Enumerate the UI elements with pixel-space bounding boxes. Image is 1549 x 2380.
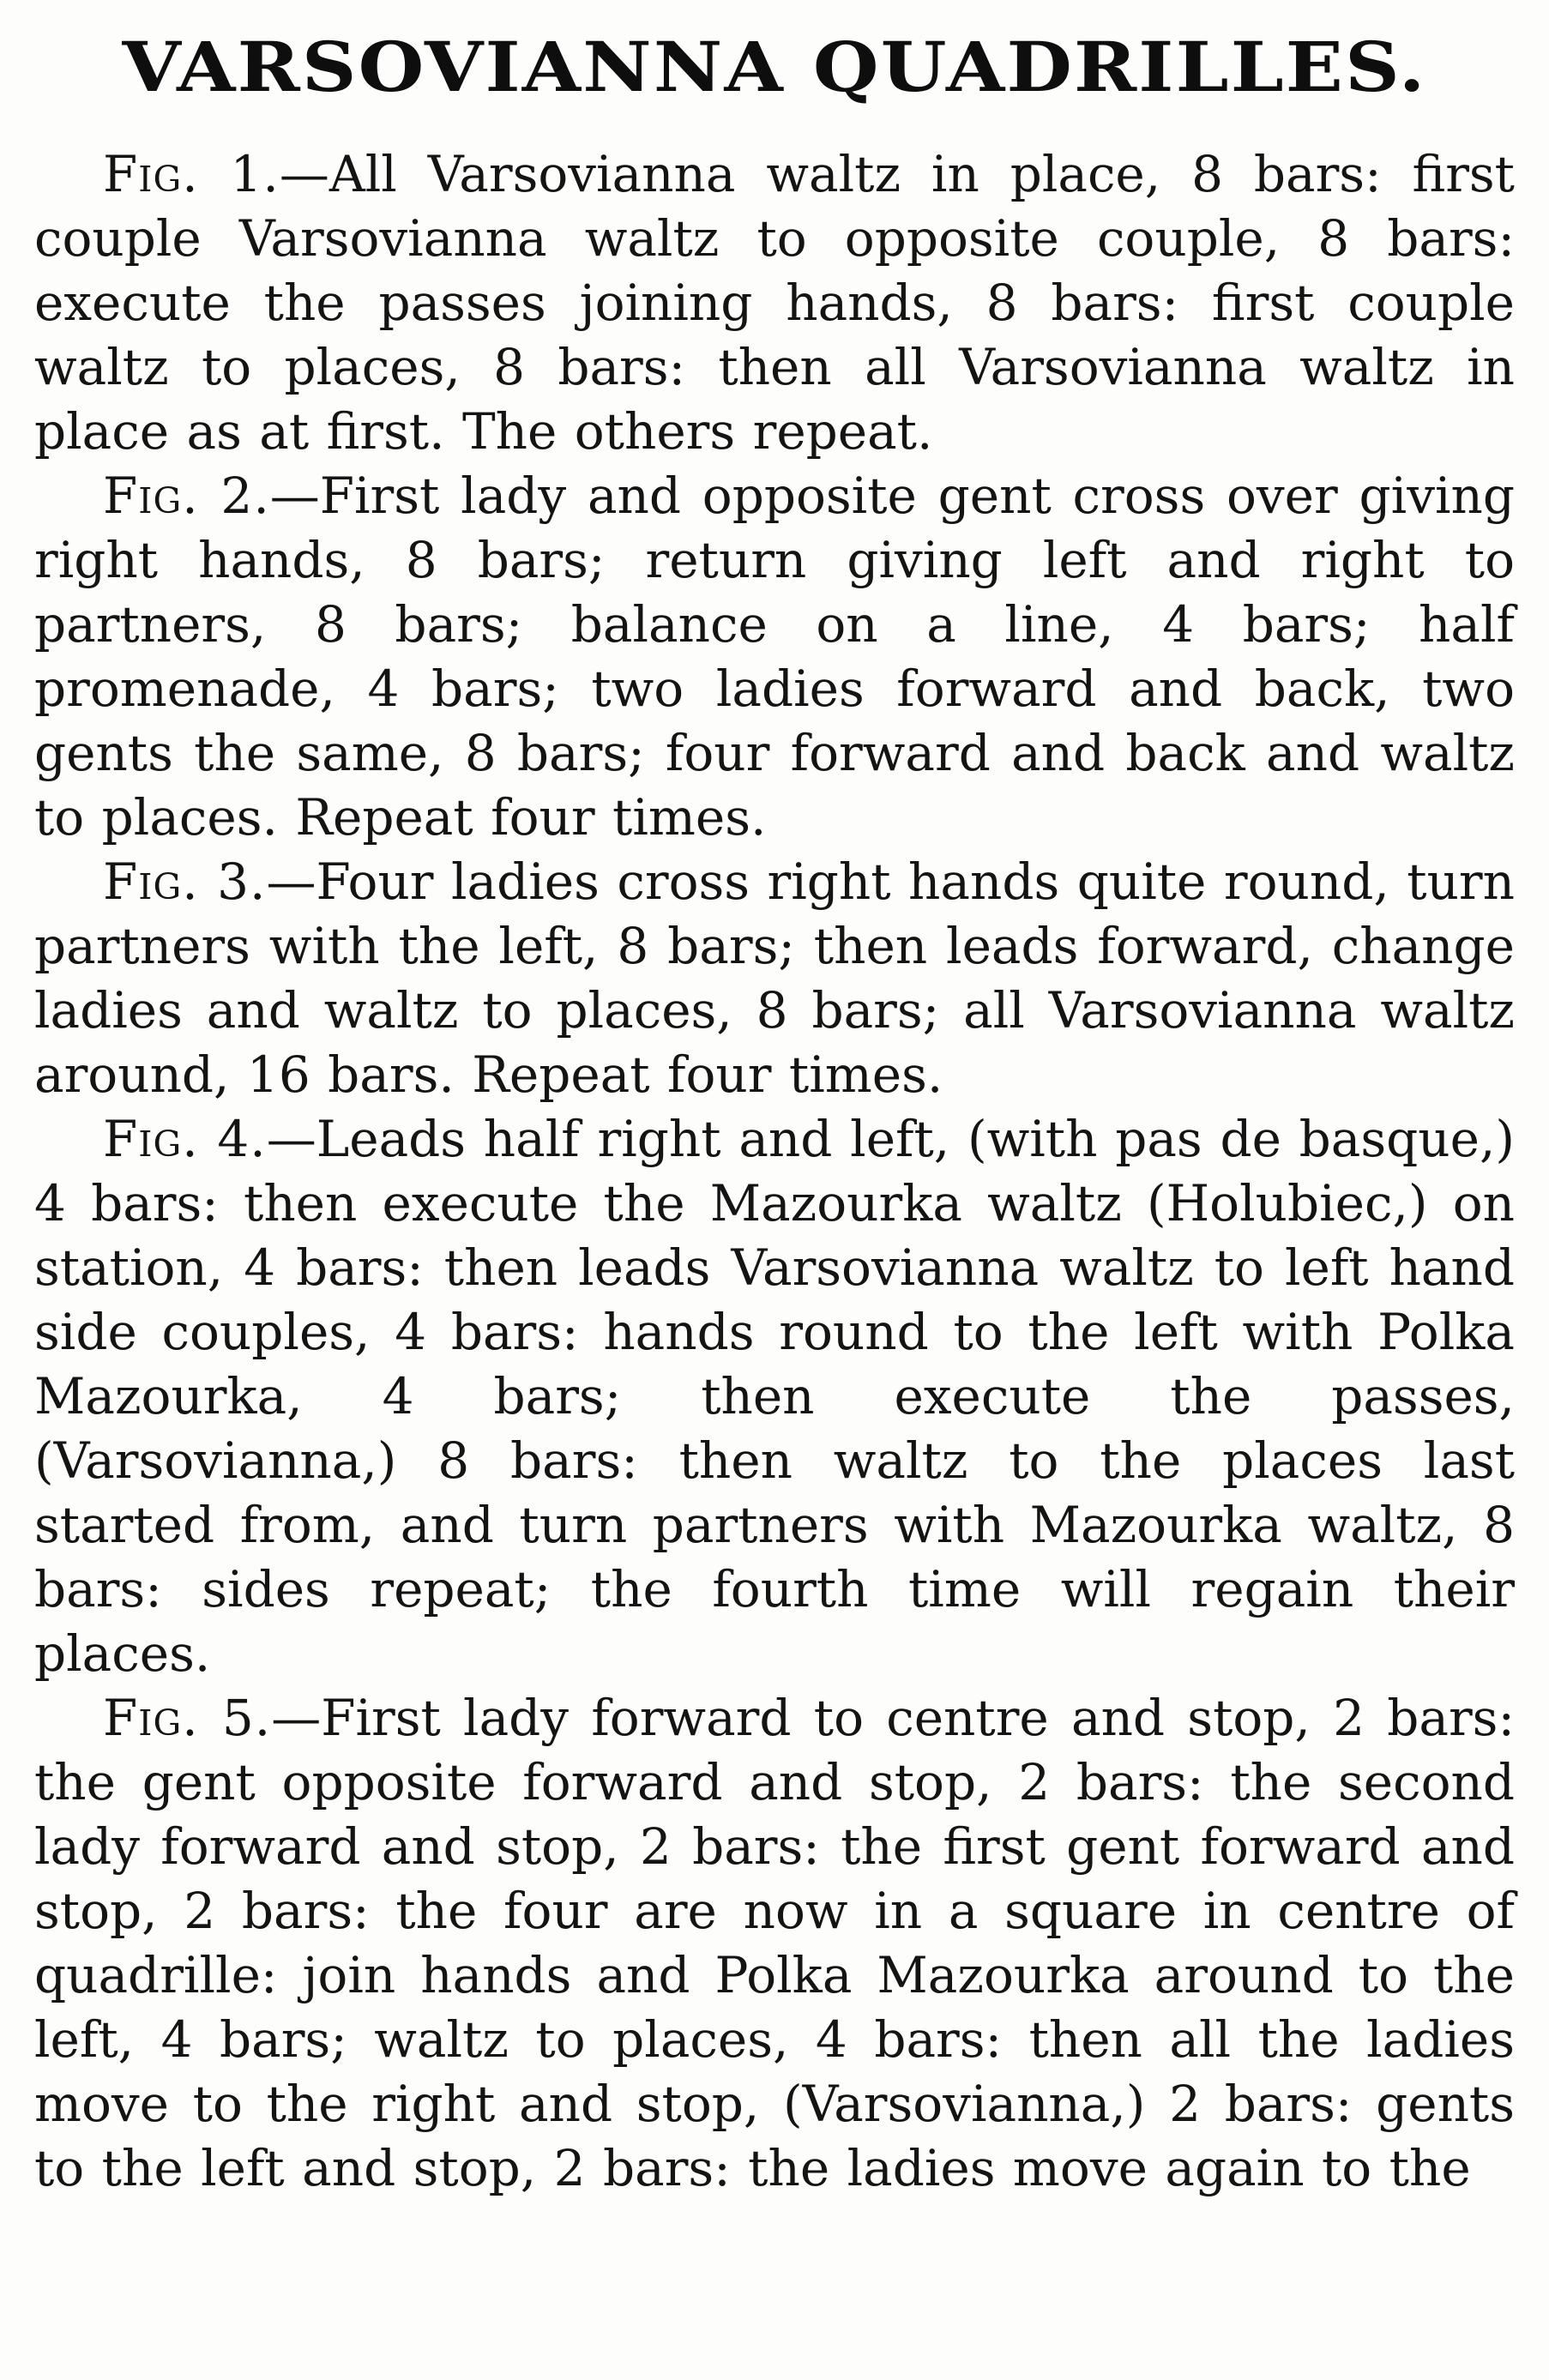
figure-3-paragraph — [34, 850, 1515, 1107]
figure-5-text: —First lady forward to centre and stop, 2 bars: the gent opposite forward and stop, 2 bars: the second lady forward and stop, 2 bars: the first gent forward and stop, 2 bars: the four are now in a square in centre of quadrille: join hands and Polka Mazourka around to the left, 4 bars; waltz to places, 4 bars: then all the ladies move to the right and stop, (Varsovianna,) 2 bars: gents to the left and stop, 2 bars: the ladies move again to the — [34, 1689, 1515, 2197]
figure-2-label: Fig. 2. — [103, 467, 270, 525]
figure-3-label: Fig. 3. — [103, 853, 267, 911]
figure-4-paragraph — [34, 1107, 1515, 1686]
figure-2-paragraph — [34, 464, 1515, 850]
figure-1-label: Fig. 1. — [103, 145, 280, 203]
figure-4-label: Fig. 4. — [103, 1110, 267, 1168]
figure-2-text: —First lady and opposite gent cross over giving right hands, 8 bars; return giving left and right to partners, 8 bars; balance on a line, 4 bars; half promenade, 4 bars; two ladies forward and back, two gents the same, 8 bars; four forward and back and waltz to places. Repeat four times. — [34, 467, 1515, 847]
figure-1-paragraph — [34, 142, 1515, 464]
figure-5-paragraph — [34, 1686, 1515, 2201]
figure-3-text: —Four ladies cross right hands quite round, turn partners with the left, 8 bars; then leads forward, change ladies and waltz to places, 8 bars; all Varsovianna waltz around, 16 bars. Repeat four times. — [34, 853, 1516, 1104]
figure-5-label: Fig. 5. — [103, 1689, 272, 1747]
document-title: VARSOVIANNA QUADRILLES. — [122, 27, 1427, 107]
figure-4-text: —Leads half right and left, (with pas de basque,) 4 bars: then execute the Mazourka waltz (Holubiec,) on station, 4 bars: then leads Varsovianna waltz to left hand side couples, 4 bars: hands round to the left with Polka Mazourka, 4 bars; then execute the passes, (Varsovianna,) 8 bars: then waltz to the places last started from, and turn partners with Mazourka waltz, 8 bars: sides repeat; the fourth time will regain their places. — [34, 1110, 1516, 1683]
figure-1-text: —All Varsovianna waltz in place, 8 bars: first couple Varsovianna waltz to opposite couple, 8 bars: execute the passes joining hands, 8 bars: first couple waltz to places, 8 bars: then all Varsovianna waltz in place as at first. The others repeat. — [34, 145, 1515, 461]
